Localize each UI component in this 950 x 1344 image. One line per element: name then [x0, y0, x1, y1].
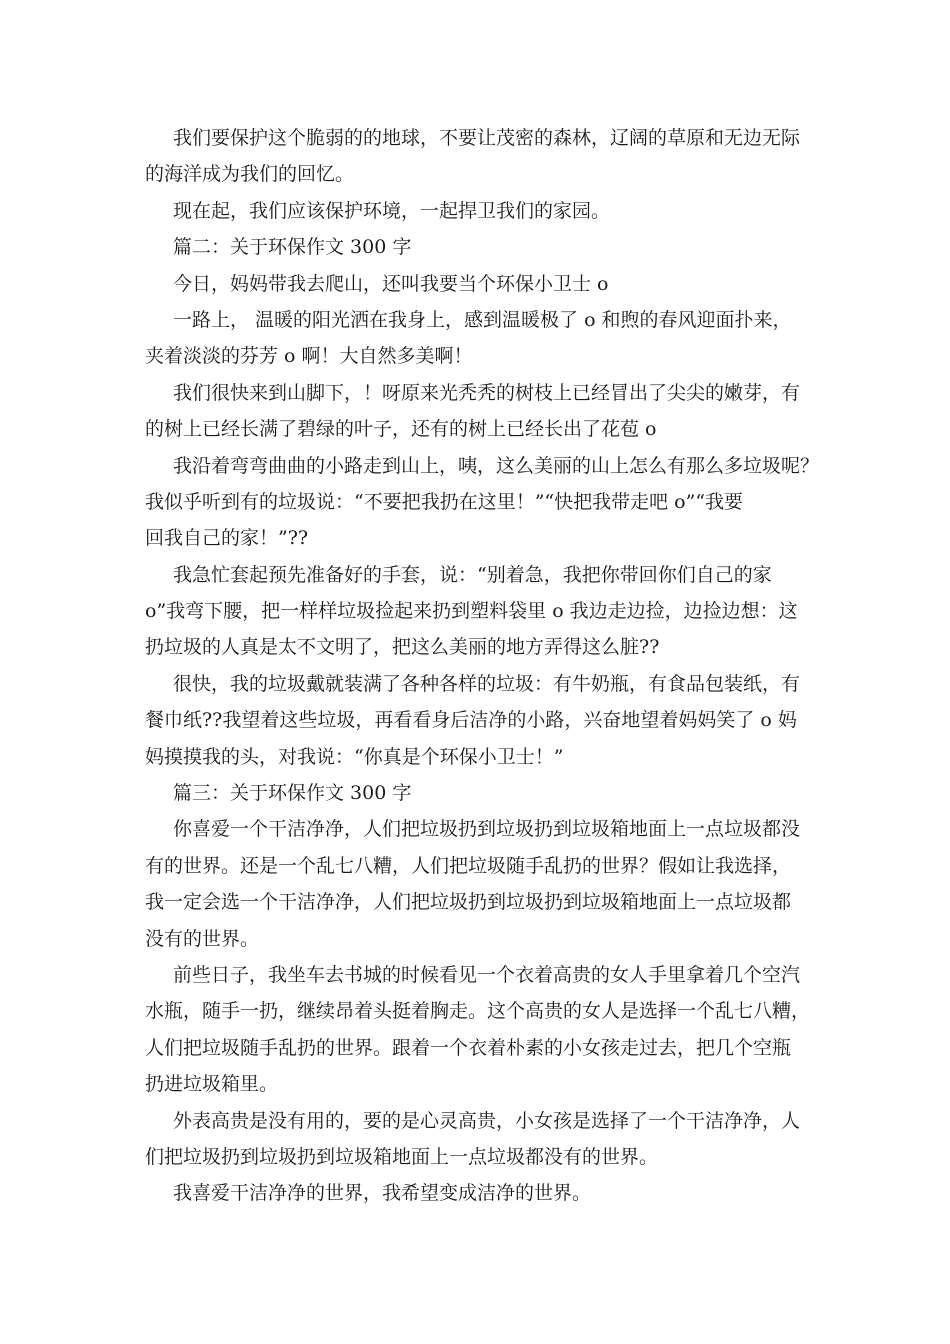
text-line: o”我弯下腰，把一样样垃圾捡起来扔到塑料袋里 o 我边走边捡，边捡边想：这: [145, 600, 798, 623]
section-heading: 篇三：关于环保作文 300 字: [173, 782, 412, 805]
text-line: 一路上， 温暖的阳光洒在我身上，感到温暖极了 o 和煦的春风迎面扑来，: [173, 308, 792, 331]
text-line: 我一定会选一个干洁净净，人们把垃圾扔到垃圾扔到垃圾箱地面上一点垃圾都: [145, 891, 792, 914]
text-line: 的海洋成为我们的回忆。: [145, 163, 355, 186]
text-line: 回我自己的家！”??: [145, 527, 309, 550]
text-line: 水瓶，随手一扔，继续昂着头挺着胸走。这个高贵的女人是选择一个乱七八糟，: [145, 1000, 811, 1023]
text-line: 没有的世界。: [145, 927, 260, 950]
section-heading: 篇二：关于环保作文 300 字: [173, 236, 412, 259]
text-line: 很快，我的垃圾戴就装满了各种各样的垃圾：有牛奶瓶，有食品包装纸，有: [173, 672, 801, 695]
text-line: 有的世界。还是一个乱七八糟，人们把垃圾随手乱扔的世界？假如让我选择，: [145, 854, 792, 877]
text-line: 今日，妈妈带我去爬山，还叫我要当个环保小卫士 o: [173, 272, 609, 295]
text-line: 我似乎听到有的垃圾说：“不要把我扔在这里！”“快把我带走吧 o”“我要: [145, 490, 744, 513]
text-line: 妈摸摸我的头，对我说：“你真是个环保小卫士！”: [145, 745, 564, 768]
text-line: 的树上已经长满了碧绿的叶子，还有的树上已经长出了花苞 o: [145, 418, 657, 441]
text-line: 你喜爱一个干洁净净，人们把垃圾扔到垃圾扔到垃圾箱地面上一点垃圾都没: [173, 818, 801, 841]
text-line: 我喜爱干洁净净的世界，我希望变成洁净的世界。: [173, 1182, 592, 1205]
text-line: 前些日子，我坐车去书城的时候看见一个衣着高贵的女人手里拿着几个空汽: [173, 963, 801, 986]
text-line: 们把垃圾扔到垃圾扔到垃圾箱地面上一点垃圾都没有的世界。: [145, 1145, 659, 1168]
text-line: 我沿着弯弯曲曲的小路走到山上，咦，这么美丽的山上怎么有那么多垃圾呢？: [173, 454, 820, 477]
text-line: 我急忙套起预先准备好的手套，说：“别着急，我把你带回你们自己的家: [173, 563, 772, 586]
text-line: 餐巾纸??我望着这些垃圾，再看看身后洁净的小路，兴奋地望着妈妈笑了 o 妈: [145, 709, 797, 732]
text-line: 我们要保护这个脆弱的的地球，不要让茂密的森林，辽阔的草原和无边无际: [173, 127, 801, 149]
text-line: 夹着淡淡的芬芳 o 啊！大自然多美啊！: [145, 345, 473, 368]
text-line: 人们把垃圾随手乱扔的世界。跟着一个衣着朴素的小女孩走过去，把几个空瓶: [145, 1036, 792, 1059]
text-line: 扔进垃圾箱里。: [145, 1073, 279, 1096]
text-line: 外表高贵是没有用的，要的是心灵高贵，小女孩是选择了一个干洁净净，人: [173, 1109, 801, 1132]
text-line: 我们很快来到山脚下，！呀原来光秃秃的树枝上已经冒出了尖尖的嫩芽，有: [173, 381, 801, 404]
text-line: 现在起，我们应该保护环境，一起捍卫我们的家园。: [173, 199, 611, 222]
document-body: [145, 120, 820, 1212]
text-line: 扔垃圾的人真是太不文明了，把这么美丽的地方弄得这么脏??: [145, 636, 660, 659]
